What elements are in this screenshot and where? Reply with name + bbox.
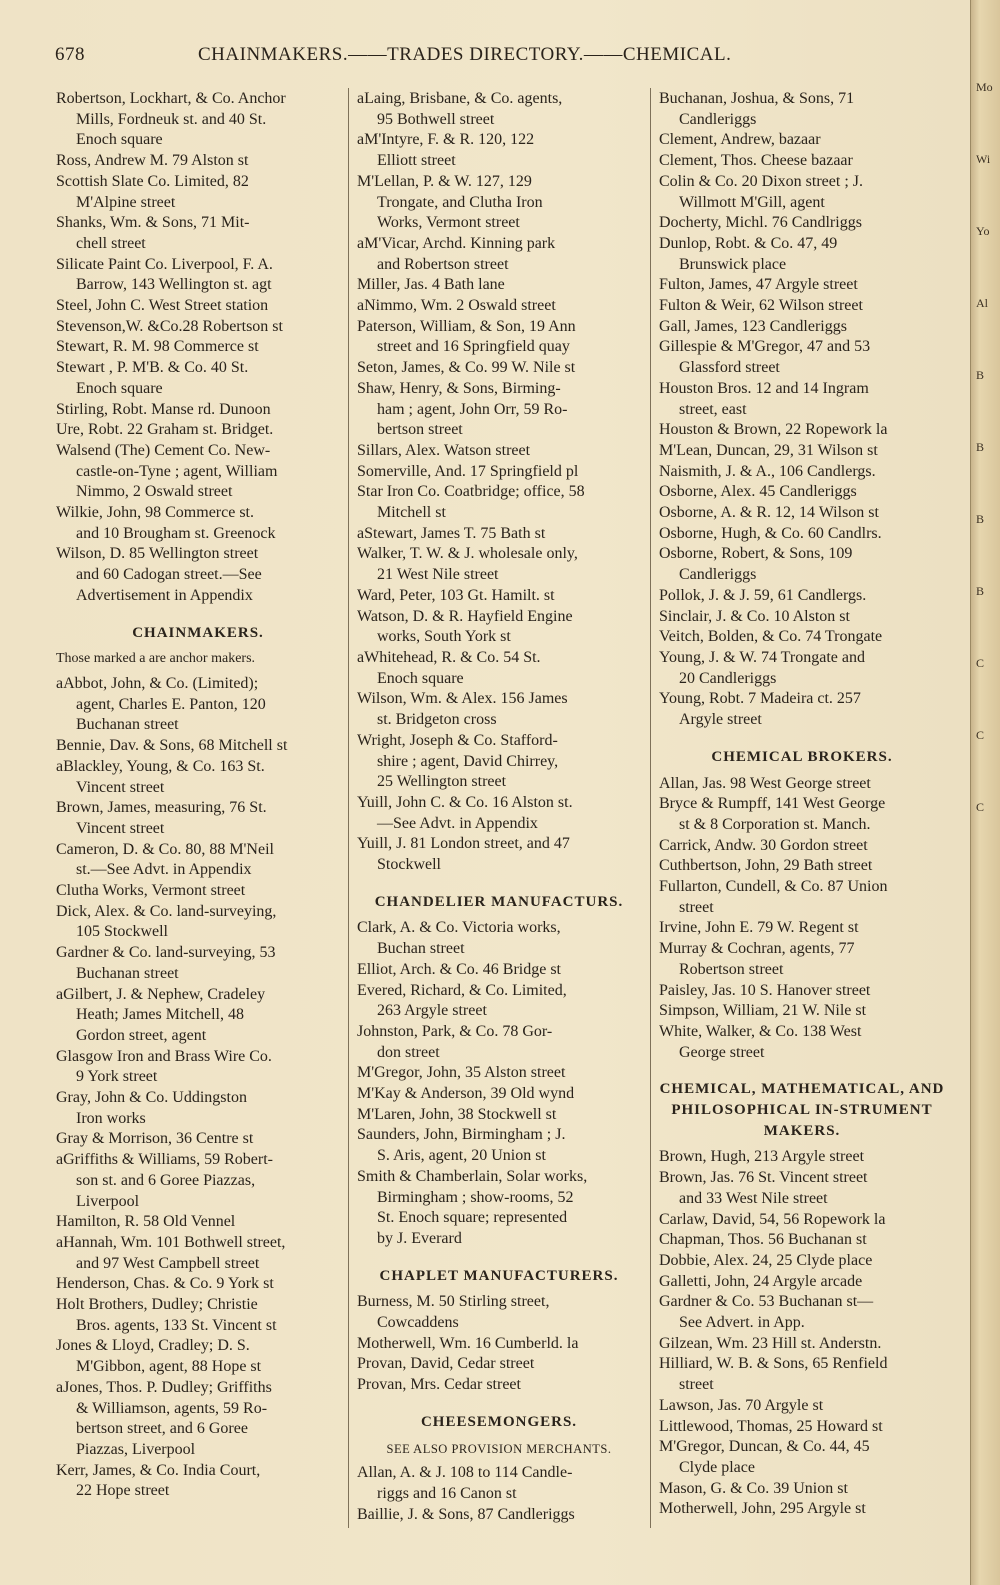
entry-continuation: castle-on-Tyne ; agent, William <box>76 462 278 480</box>
entry-line: Seton, James, & Co. 99 W. Nile st <box>357 359 576 377</box>
entry-continuation: 105 Stockwell <box>76 923 168 941</box>
entry-line: Fullarton, Cundell, & Co. 87 Union <box>659 878 888 896</box>
entry-line: Fulton & Weir, 62 Wilson street <box>659 297 863 315</box>
entry-line: Pollok, J. & J. 59, 61 Candlergs. <box>659 586 867 604</box>
entry-continuation: Clyde place <box>679 1459 755 1476</box>
entry-line: Miller, Jas. 4 Bath lane <box>357 276 505 294</box>
entry-line: Clutha Works, Vermont street <box>56 882 246 900</box>
entry-continuation: Argyle street <box>679 711 762 729</box>
entry-continuation: Vincent street <box>76 778 165 796</box>
entry-line: aBlackley, Young, & Co. 163 St. <box>56 757 265 775</box>
entry-line: Wilson, Wm. & Alex. 156 James <box>357 690 568 708</box>
entry-line: Smith & Chamberlain, Solar works, <box>357 1167 588 1185</box>
entry-line: aJones, Thos. P. Dudley; Griffiths <box>56 1378 272 1396</box>
entry-line: Yuill, J. 81 London street, and 47 <box>357 835 570 853</box>
section-note: SEE ALSO PROVISION MERCHANTS. <box>386 1441 612 1456</box>
entry-continuation: street, east <box>679 400 747 418</box>
entry-line: aNimmo, Wm. 2 Oswald street <box>357 297 556 315</box>
entry-continuation: M'Gibbon, agent, 88 Hope st <box>76 1358 262 1376</box>
entry-line: Walker, T. W. & J. wholesale only, <box>357 545 578 563</box>
entry-continuation: Candleriggs <box>679 110 757 128</box>
entry-line: Houston Bros. 12 and 14 Ingram <box>659 379 869 397</box>
edge-fragment: Yo <box>976 224 990 238</box>
entry-line: Houston & Brown, 22 Ropework la <box>659 421 888 439</box>
entry-line: Gall, James, 123 Candleriggs <box>659 317 847 335</box>
entry-continuation: Enoch square <box>76 379 163 397</box>
entry-line: aGriffiths & Williams, 59 Robert- <box>56 1151 273 1169</box>
entry-line: aGilbert, J. & Nephew, Cradeley <box>56 985 266 1003</box>
entry-continuation: 25 Wellington street <box>377 773 507 791</box>
entry-continuation: Iron works <box>76 1109 146 1127</box>
entry-list <box>357 1292 641 1396</box>
entry-line: Gilzean, Wm. 23 Hill st. Anderstn. <box>659 1334 882 1352</box>
entry-line: Paterson, William, & Son, 19 Ann <box>357 317 576 335</box>
entry-line: M'Gregor, Duncan, & Co. 44, 45 <box>659 1438 870 1456</box>
edge-fragment: C <box>976 656 985 670</box>
entry-continuation: Candleriggs <box>679 566 757 584</box>
entry-continuation: Cowcaddens <box>377 1314 459 1332</box>
entry-line: Cuthbertson, John, 29 Bath street <box>659 857 873 875</box>
entry-line: Gardner & Co. 53 Buchanan st— <box>659 1293 874 1311</box>
entry-line: Somerville, And. 17 Springfield pl <box>357 462 579 480</box>
entry-line: White, Walker, & Co. 138 West <box>659 1022 862 1040</box>
entry-continuation: George street <box>679 1043 765 1061</box>
column-3 <box>659 89 945 1520</box>
entry-continuation: 95 Bothwell street <box>377 110 495 128</box>
entry-continuation: Robertson street <box>679 960 784 978</box>
entry-continuation: Elliott street <box>377 152 456 170</box>
entry-line: Watson, D. & R. Hayfield Engine <box>357 607 573 625</box>
entry-line: Galletti, John, 24 Argyle arcade <box>659 1272 863 1290</box>
section-note: Those marked a are anchor makers. <box>56 651 256 667</box>
entry-line: Burness, M. 50 Stirling street, <box>357 1293 550 1311</box>
entry-line: Elliot, Arch. & Co. 46 Bridge st <box>357 960 561 978</box>
entry-line: Irvine, John E. 79 W. Regent st <box>659 919 859 937</box>
entry-continuation: and 10 Brougham st. Greenock <box>76 524 276 542</box>
entry-line: aHannah, Wm. 101 Bothwell street, <box>56 1233 286 1251</box>
entry-line: Dunlop, Robt. & Co. 47, 49 <box>659 234 838 252</box>
entry-line: Dick, Alex. & Co. land-surveying, <box>56 902 277 920</box>
section-heading: CHANDELIER MANUFACTURS. <box>374 893 624 910</box>
column-rule-2 <box>650 88 651 1528</box>
entry-continuation: 20 Candleriggs <box>679 669 777 687</box>
entry-line: Gillespie & M'Gregor, 47 and 53 <box>659 338 871 356</box>
entry-continuation: and 97 West Campbell street <box>76 1254 260 1272</box>
entry-line: Brown, Jas. 76 St. Vincent street <box>659 1169 868 1187</box>
entry-line: aM'Vicar, Archd. Kinning park <box>357 234 556 252</box>
entry-continuation: See Advert. in App. <box>679 1314 805 1332</box>
entry-continuation: son st. and 6 Goree Piazzas, <box>76 1171 256 1189</box>
entry-line: Mason, G. & Co. 39 Union st <box>659 1479 848 1497</box>
entry-line: Colin & Co. 20 Dixon street ; J. <box>659 172 863 190</box>
entry-line: Johnston, Park, & Co. 78 Gor- <box>357 1022 553 1040</box>
facing-page-fragments <box>976 80 998 872</box>
edge-fragment: B <box>976 368 985 382</box>
entry-line: Clark, A. & Co. Victoria works, <box>357 919 561 937</box>
entry-line: Stevenson,W. &Co.28 Robertson st <box>56 317 283 335</box>
entry-continuation: Buchanan street <box>76 716 179 734</box>
entry-continuation: St. Enoch square; represented <box>377 1209 568 1227</box>
entry-line: Hamilton, R. 58 Old Vennel <box>56 1213 236 1231</box>
entry-continuation: Brunswick place <box>679 255 787 273</box>
entry-line: Lawson, Jas. 70 Argyle st <box>659 1396 824 1414</box>
entry-line: Saunders, John, Birmingham ; J. <box>357 1126 566 1144</box>
entry-line: aAbbot, John, & Co. (Limited); <box>56 674 259 692</box>
entry-line: Provan, Mrs. Cedar street <box>357 1376 521 1394</box>
column-rule-1 <box>348 88 349 1528</box>
entry-line: aM'Intyre, F. & R. 120, 122 <box>357 131 535 149</box>
entry-continuation: Heath; James Mitchell, 48 <box>76 1006 244 1024</box>
column-2 <box>357 89 641 1525</box>
entry-line: Fulton, James, 47 Argyle street <box>659 276 858 294</box>
entry-continuation: bertson street, and 6 Goree <box>76 1420 248 1438</box>
entry-line: Scottish Slate Co. Limited, 82 <box>56 172 249 190</box>
entry-line: Simpson, William, 21 W. Nile st <box>659 1002 867 1020</box>
section-heading: CHAPLET MANUFACTURERS. <box>379 1267 619 1284</box>
entry-line: Osborne, A. & R. 12, 14 Wilson st <box>659 504 879 522</box>
entry-continuation: S. Aris, agent, 20 Union st <box>377 1147 546 1165</box>
running-title: CHAINMAKERS.——TRADES DIRECTORY.——CHEMICAL. <box>198 44 732 65</box>
entry-continuation: shire ; agent, David Chirrey, <box>377 752 559 770</box>
section-heading: CHEMICAL, MATHEMATICAL, AND PHILOSOPHICAL IN-STRUMENT MAKERS. <box>659 1081 945 1139</box>
entry-line: Allan, Jas. 98 West George street <box>659 774 871 792</box>
section-heading: CHAINMAKERS. <box>132 624 264 641</box>
entry-line: Carrick, Andw. 30 Gordon street <box>659 836 868 854</box>
entry-line: Robertson, Lockhart, & Co. Anchor <box>56 90 286 107</box>
entry-line: Veitch, Bolden, & Co. 74 Trongate <box>659 628 883 646</box>
entry-line: Wright, Joseph & Co. Stafford- <box>357 731 558 749</box>
entry-continuation: Liverpool <box>76 1192 140 1210</box>
entry-continuation: st & 8 Corporation st. Manch. <box>679 815 871 833</box>
entry-line: Naismith, J. & A., 106 Candlergs. <box>659 462 876 480</box>
entry-line: Stirling, Robt. Manse rd. Dunoon <box>56 400 271 418</box>
entry-line: Kerr, James, & Co. India Court, <box>56 1461 261 1479</box>
entry-continuation: works, South York st <box>377 628 511 646</box>
entry-continuation: M'Alpine street <box>76 193 176 211</box>
entry-line: Gardner & Co. land-surveying, 53 <box>56 944 276 962</box>
entry-list <box>659 1147 945 1520</box>
entry-line: Provan, David, Cedar street <box>357 1355 535 1373</box>
entry-continuation: agent, Charles E. Panton, 120 <box>76 695 266 713</box>
edge-fragment: Mo <box>976 80 993 94</box>
entry-continuation: 22 Hope street <box>76 1482 170 1500</box>
entry-line: Motherwell, John, 295 Argyle st <box>659 1500 866 1518</box>
entry-line: Osborne, Hugh, & Co. 60 Candlrs. <box>659 524 882 542</box>
entry-line: Gray, John & Co. Uddingston <box>56 1089 247 1107</box>
entry-line: Carlaw, David, 54, 56 Ropework la <box>659 1210 886 1228</box>
entry-continuation: Glassford street <box>679 359 780 377</box>
entry-continuation: Buchanan street <box>76 964 179 982</box>
entry-line: Stewart, R. M. 98 Commerce st <box>56 338 259 356</box>
entry-line: Baillie, J. & Sons, 87 Candleriggs <box>357 1505 575 1523</box>
entry-line: Docherty, Michl. 76 Candlriggs <box>659 214 862 232</box>
entry-continuation: & Williamson, agents, 59 Ro- <box>76 1399 268 1417</box>
entry-continuation: Gordon street, agent <box>76 1026 207 1044</box>
edge-fragment: C <box>976 800 985 814</box>
entry-continuation: and 33 West Nile street <box>679 1189 828 1207</box>
edge-fragment: B <box>976 512 985 526</box>
entry-line: Hilliard, W. B. & Sons, 65 Renfield <box>659 1355 888 1373</box>
entry-line: Star Iron Co. Coatbridge; office, 58 <box>357 483 585 501</box>
entry-continuation: by J. Everard <box>377 1229 462 1247</box>
entry-continuation: street <box>679 898 714 916</box>
entry-continuation: 263 Argyle street <box>377 1002 487 1020</box>
entry-continuation: Mitchell st <box>377 504 446 522</box>
entry-list <box>56 674 340 1502</box>
entry-continuation: don street <box>377 1043 440 1061</box>
entry-continuation: street and 16 Springfield quay <box>377 338 570 356</box>
entry-continuation: Enoch square <box>377 669 464 687</box>
entry-line: Cameron, D. & Co. 80, 88 M'Neil <box>56 840 274 858</box>
entry-line: Evered, Richard, & Co. Limited, <box>357 981 567 999</box>
entry-line: Dobbie, Alex. 24, 25 Clyde place <box>659 1251 873 1269</box>
entry-continuation: Nimmo, 2 Oswald street <box>76 483 233 501</box>
entry-list <box>357 89 641 876</box>
entry-continuation: —See Advt. in Appendix <box>377 814 538 832</box>
entry-line: M'Gregor, John, 35 Alston street <box>357 1064 566 1082</box>
entry-continuation: Works, Vermont street <box>377 214 520 232</box>
entry-line: Silicate Paint Co. Liverpool, F. A. <box>56 255 273 273</box>
entry-line: M'Laren, John, 38 Stockwell st <box>357 1105 557 1123</box>
entry-line: M'Kay & Anderson, 39 Old wynd <box>357 1085 575 1103</box>
entry-continuation: and Robertson street <box>377 255 509 273</box>
entry-continuation: 9 York street <box>76 1068 158 1086</box>
column-1 <box>56 89 340 1502</box>
entry-continuation: Trongate, and Clutha Iron <box>377 193 543 211</box>
edge-fragment: Al <box>976 296 988 310</box>
entry-line: Young, J. & W. 74 Trongate and <box>659 648 865 666</box>
entry-line: Murray & Cochran, agents, 77 <box>659 940 855 958</box>
entry-continuation: st.—See Advt. in Appendix <box>76 861 252 879</box>
entry-continuation: Bros. agents, 133 St. Vincent st <box>76 1316 277 1334</box>
entry-line: Sinclair, J. & Co. 10 Alston st <box>659 607 850 625</box>
entry-line: Paisley, Jas. 10 S. Hanover street <box>659 981 871 999</box>
entry-continuation: Birmingham ; show-rooms, 52 <box>377 1188 574 1206</box>
entry-line: M'Lean, Duncan, 29, 31 Wilson st <box>659 441 878 459</box>
entry-continuation: Mills, Fordneuk st. and 40 St. <box>76 110 267 128</box>
entry-line: Young, Robt. 7 Madeira ct. 257 <box>659 690 861 708</box>
entry-line: Littlewood, Thomas, 25 Howard st <box>659 1417 883 1435</box>
entry-line: Wilson, D. 85 Wellington street <box>56 545 259 563</box>
entry-line: Clement, Andrew, bazaar <box>659 131 821 149</box>
entry-line: Ward, Peter, 103 Gt. Hamilt. st <box>357 586 555 604</box>
entry-line: Glasgow Iron and Brass Wire Co. <box>56 1047 272 1065</box>
entry-continuation: Stockwell <box>377 856 441 874</box>
entry-line: Motherwell, Wm. 16 Cumberld. la <box>357 1334 579 1352</box>
edge-fragment: C <box>976 728 985 742</box>
entry-line: aLaing, Brisbane, & Co. agents, <box>357 90 563 107</box>
entry-line: Stewart , P. M'B. & Co. 40 St. <box>56 359 249 377</box>
entry-line: Gray & Morrison, 36 Centre st <box>56 1130 254 1148</box>
entry-line: Sillars, Alex. Watson street <box>357 441 531 459</box>
entry-line: Wilkie, John, 98 Commerce st. <box>56 504 254 522</box>
entry-line: Shanks, Wm. & Sons, 71 Mit- <box>56 214 250 232</box>
entry-continuation: and 60 Cadogan street.—See <box>76 566 262 584</box>
entry-line: Henderson, Chas. & Co. 9 York st <box>56 1275 274 1293</box>
entry-line: Yuill, John C. & Co. 16 Alston st. <box>357 793 573 811</box>
entry-line: Holt Brothers, Dudley; Christie <box>56 1296 258 1314</box>
entry-line: Jones & Lloyd, Cradley; D. S. <box>56 1337 250 1355</box>
entry-list <box>659 774 945 1064</box>
entry-line: Osborne, Robert, & Sons, 109 <box>659 545 853 563</box>
entry-line: Steel, John C. West Street station <box>56 297 269 315</box>
section-heading: CHEMICAL BROKERS. <box>711 748 893 765</box>
entry-line: Buchanan, Joshua, & Sons, 71 <box>659 90 855 107</box>
entry-line: Brown, Hugh, 213 Argyle street <box>659 1148 865 1166</box>
edge-fragment: B <box>976 440 985 454</box>
entry-continuation: 21 West Nile street <box>377 566 499 584</box>
entry-line: Shaw, Henry, & Sons, Birming- <box>357 379 561 397</box>
entry-line: Osborne, Alex. 45 Candleriggs <box>659 483 857 501</box>
entry-line: Clement, Thos. Cheese bazaar <box>659 152 853 170</box>
entry-line: Ure, Robt. 22 Graham st. Bridget. <box>56 421 274 439</box>
entry-continuation: riggs and 16 Canon st <box>377 1485 517 1502</box>
entry-line: Brown, James, measuring, 76 St. <box>56 799 267 817</box>
entry-continuation: Vincent street <box>76 819 165 837</box>
entry-continuation: Buchan street <box>377 940 465 958</box>
entry-continuation: bertson street <box>377 421 463 439</box>
entry-line: aStewart, James T. 75 Bath st <box>357 524 546 542</box>
page-header <box>55 44 955 74</box>
entry-line: Walsend (The) Cement Co. New- <box>56 441 271 459</box>
entry-line: Chapman, Thos. 56 Buchanan st <box>659 1231 867 1249</box>
entry-continuation: st. Bridgeton cross <box>377 711 497 729</box>
section-heading: CHEESEMONGERS. <box>420 1413 578 1430</box>
entry-line: Ross, Andrew M. 79 Alston st <box>56 152 249 170</box>
entry-continuation: Enoch square <box>76 131 163 149</box>
entry-list <box>357 918 641 1249</box>
entry-line: M'Lellan, P. & W. 127, 129 <box>357 172 532 190</box>
entry-continuation: Advertisement in Appendix <box>76 586 253 604</box>
entry-continuation: chell street <box>76 234 146 252</box>
entry-continuation: street <box>679 1376 714 1394</box>
entry-list <box>357 1463 641 1525</box>
entry-list <box>56 89 340 607</box>
entry-line: aWhitehead, R. & Co. 54 St. <box>357 648 541 666</box>
entry-continuation: Willmott M'Gill, agent <box>679 193 825 211</box>
edge-fragment: Wi <box>976 152 991 166</box>
entry-list <box>659 89 945 731</box>
entry-continuation: Barrow, 143 Wellington st. agt <box>76 276 272 294</box>
entry-line: Bryce & Rumpff, 141 West George <box>659 795 886 813</box>
entry-line: Bennie, Dav. & Sons, 68 Mitchell st <box>56 737 288 755</box>
page-number: 678 <box>55 44 85 65</box>
edge-fragment: B <box>976 584 985 598</box>
entry-continuation: ham ; agent, John Orr, 59 Ro- <box>377 400 568 418</box>
entry-continuation: Piazzas, Liverpool <box>76 1441 196 1458</box>
entry-line: Allan, A. & J. 108 to 114 Candle- <box>357 1464 573 1482</box>
